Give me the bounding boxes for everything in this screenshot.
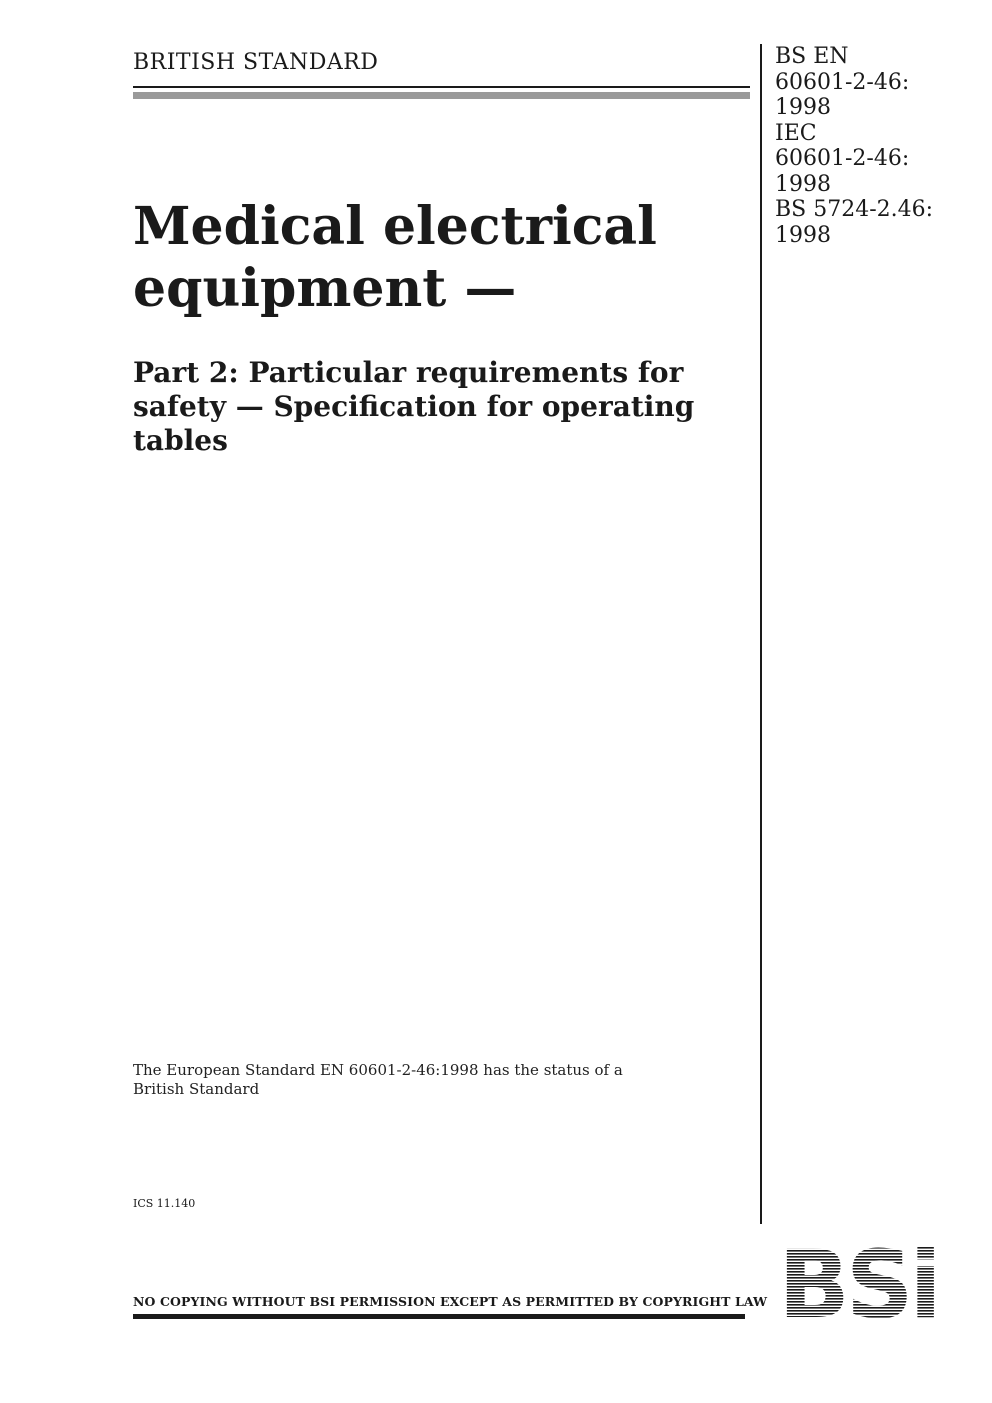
standard-number-line: 60601-2-46: xyxy=(775,146,910,171)
bsi-logo-text: BSi xyxy=(778,1244,938,1322)
ics-code: ICS 11.140 xyxy=(133,1197,196,1210)
header-rule-grey xyxy=(133,92,750,99)
status-statement xyxy=(133,1061,733,1099)
document-title xyxy=(133,196,743,320)
standard-number-line: BS EN xyxy=(775,44,849,69)
series-label: BRITISH STANDARD xyxy=(133,50,379,75)
status-line: The European Standard EN 60601-2-46:1998 has the status of a xyxy=(133,1061,623,1079)
title-line: Medical electrical xyxy=(133,196,657,257)
column-divider xyxy=(760,44,762,1224)
bsi-logo-icon xyxy=(769,1244,947,1322)
header-rule-thin xyxy=(133,86,750,88)
subtitle-line: Part 2: Particular requirements for xyxy=(133,356,684,389)
copyright-notice: NO COPYING WITHOUT BSI PERMISSION EXCEPT AS PERMITTED BY COPYRIGHT LAW xyxy=(133,1294,768,1309)
standard-number-line: 60601-2-46: xyxy=(775,69,910,95)
subtitle-line: tables xyxy=(133,424,228,457)
standard-numbers xyxy=(775,44,975,248)
standard-number-line: 1998 xyxy=(775,222,831,248)
standard-number-line: BS 5724-2.46: xyxy=(775,197,934,222)
subtitle-line: safety — Specification for operating xyxy=(133,390,695,423)
standard-number-line: IEC xyxy=(775,120,817,146)
footer-rule xyxy=(133,1314,745,1319)
title-line: equipment — xyxy=(133,258,517,319)
status-line: British Standard xyxy=(133,1080,260,1098)
standard-number-line: 1998 xyxy=(775,95,831,120)
standard-number-line: 1998 xyxy=(775,171,831,197)
document-subtitle xyxy=(133,356,743,458)
